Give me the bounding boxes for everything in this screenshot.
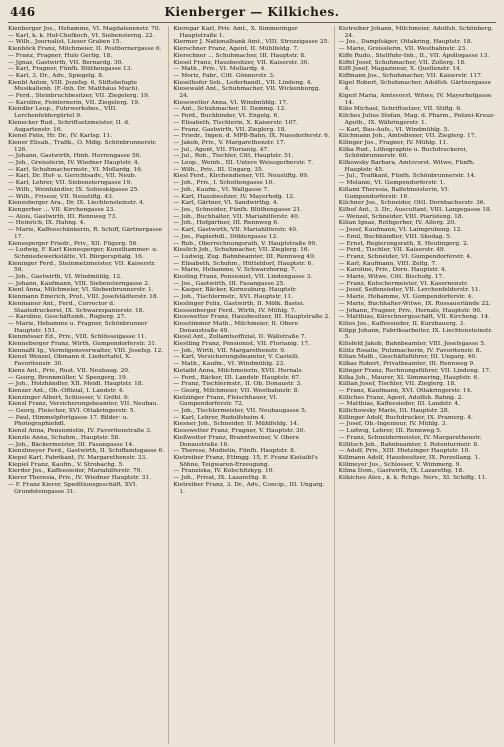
directory-entry: — Rob., Oberrechnungsrath, V. Hauptstraße 99. bbox=[173, 240, 318, 247]
directory-entry: — Heinrich, IX. Hahng. 4. bbox=[8, 220, 86, 227]
directory-entry: — Franz, Kutschermeister, VI. Kasernenstr. bbox=[338, 280, 469, 287]
directory-entry: — Ludwig, Lehrer, III. Rennweg 5. bbox=[338, 428, 442, 435]
directory-entry: — Wilh., Weinhändler, IX. Sobieskigasse 25. bbox=[8, 186, 140, 193]
directory-entry: — Elisabeth, Tischlerin, X. Kaiserstr. 107. bbox=[173, 119, 298, 126]
directory-entry: — Karl, Schuhmachermstr., VI. Mollardg. 16. bbox=[8, 166, 143, 173]
directory-entry: — Jos., Dampfsäger, Ottakring, Hauptstr. 18. bbox=[338, 39, 473, 46]
directory-entry: Killmann Adolf, Hausbesitzer, IX. Porzellang. 1. bbox=[338, 455, 481, 461]
directory-entry: — Matthias, Kürschnergeschäft, VII. Kircheng. 14. bbox=[338, 314, 490, 321]
directory-entry: — Jos., Schneider, Fünfh. Blüthengasse 21. bbox=[173, 206, 302, 213]
directory-entry: Kietaibl Anna, Milchmeierin, XVII. Hernals. bbox=[173, 367, 304, 374]
directory-entry: — Joh., Buchhalter, VII. Mariahilferstr. 40. bbox=[173, 213, 300, 220]
directory-entry: Kienecker Rud., Schriftsetzmeister, II. d. Augartenstr. 16. bbox=[8, 119, 130, 133]
directory-entry: Kiesner Joh., Schneider, II. Mühlfeldg. 14. bbox=[173, 421, 299, 428]
directory-entry: — Marie, Hebamme, VI. Gumpendorferstr. 4. bbox=[338, 294, 474, 301]
directory-entry: Kienesperger Friedr., Priv., XII. Fügerg. 56. bbox=[8, 240, 139, 247]
directory-entry: — Marie, Hebamme u. Fragner, Schönbrunner Hauptstr. 151. bbox=[8, 320, 148, 334]
directory-entry: — Leop., Weinh., III. Untere Weissgerberstr. 7. bbox=[173, 160, 314, 167]
directory-entry: Kienl Anna, Milchmeier, VI. Siebenbrunnerstr. 1. bbox=[8, 287, 154, 294]
directory-entry: Kierer Theresia, Priv., IV. Wiedner Hauptstr. 31. bbox=[8, 475, 151, 482]
directory-entry: — Karl, Bau-Aufs., VI. Windmühlg. 5. bbox=[338, 126, 450, 133]
directory-entry: — Joh., Holzhändler, XII. Meidl. Hauptstr. 18. bbox=[8, 381, 144, 388]
directory-column-3 bbox=[339, 26, 496, 744]
directory-entry: — Franziska, IV. Kolschitzkyg. 10. bbox=[173, 468, 275, 475]
directory-entry: Kiendler Leop., Fuhrwerksbes., VIII. Lerchenfeldergürtel 9. bbox=[8, 106, 118, 120]
directory-columns bbox=[8, 26, 496, 744]
directory-entry: — Moriz, Fabr., Citt. Gönnerstr. 3. bbox=[173, 72, 275, 79]
directory-entry: — Joh., Gastwirth, VI. Windmühlg. 12. bbox=[8, 274, 123, 281]
page-number: 446 bbox=[10, 5, 36, 19]
directory-entry: Kienböck Franz, Milchmeier, II. Postbornergasse 6. bbox=[8, 46, 162, 53]
directory-entry: Kilhof Ant., 3. Dr., Auscultant, VIII. Langegasse 18. bbox=[338, 206, 492, 213]
directory-entry: — Jakob, Priv., V. Margarethenstr. 17. bbox=[173, 139, 286, 146]
directory-entry: Kienmaner Ant., Ferd., Corrector d. Staatsdruckerei, IX. Schwarzspanierstr. 18. bbox=[8, 300, 145, 314]
directory-entry: — Math., Kaufm., VI. Windmühlg. 23. bbox=[173, 361, 286, 368]
running-head: Kienberger — Kilkiches. bbox=[164, 5, 340, 19]
directory-entry: Kierder Jos., Kaffeesieder, Mariahilferstr. 79. bbox=[8, 468, 143, 475]
directory-entry: Kilchner Jos., Schneider, Ottl. Dornbacherstr. 36. bbox=[338, 200, 486, 207]
directory-entry: Kienberger Jos., Hebamme, VI. Magdalenenstr. 70. bbox=[8, 26, 161, 32]
directory-entry: — Joh., Bäckermeister, III. Fasangasse 14. bbox=[8, 441, 135, 448]
directory-entry: — Josef, Ob.-Ingenieur, IV. Mühlg. 3. bbox=[338, 421, 448, 428]
directory-entry: Killmeyer Jos., Schlosser, V. Wimmerg. 9. bbox=[338, 461, 462, 468]
directory-entry: — Emil, Buchhändler, VIII. Skodag. 5. bbox=[338, 233, 452, 240]
directory-entry: Kietzinger Franz, Fleischhauer, VI. Gumpendorferstr. 72. bbox=[173, 394, 278, 408]
directory-entry: Kilitz Rosalie, Putzmacherin, IV. Favoritenstr. 8. bbox=[338, 347, 482, 354]
directory-entry: Kießwetter Franz, Branntweiner, V. Obere Donaustraße 16. bbox=[173, 434, 300, 448]
directory-entry: Kiesswetter Franz, Fragner, V. Hauptstr. 30. bbox=[173, 428, 306, 435]
directory-entry: — Joh., Tischlermstr., XVI. Hauptstr. 11. bbox=[173, 294, 294, 301]
directory-entry: Kieregar Karl, Priv. Amt., X. Simmeringer Hauptstraße 1. bbox=[173, 26, 298, 39]
directory-entry: — Ferd., Steinbruchbesitzer, VII. Ziegelerg. 19. bbox=[8, 93, 150, 100]
directory-entry: — Wenzel, Schneider, VIII. Piaristeng. 18. bbox=[338, 213, 464, 220]
directory-entry: — Therese, Modistin, Fünfh. Hauptstr. 8. bbox=[173, 448, 296, 455]
directory-entry: — Ferd., Buchbinder, VI. Engelg. 6. bbox=[173, 113, 280, 120]
directory-entry: Kilches Julius Stefan, Mag. d. Pharm., Polizei-Kreuz-Apoth., IX. Währingerstr. 1. bbox=[338, 113, 495, 126]
directory-entry: — Marie, Witwe, Citt. Bischofg. 17. bbox=[338, 274, 445, 281]
directory-entry: — Marie, Kaffeeschänkerin, R. Schiff, Gärtnergasse 17. bbox=[8, 227, 163, 240]
directory-entry: — Adolf, Priv., XIII. Hietzinger Hauptstr. 10. bbox=[338, 448, 471, 455]
directory-entry: Kienel Felix, Hr. Dr., IV. Karlsg. 11. bbox=[8, 133, 113, 140]
directory-entry: Killichowsky Marie, III. Hauptstr. 28. bbox=[338, 408, 450, 415]
directory-entry: Kilchmann Joh., Amtsdiener, VII. Zieglerg. 17. bbox=[338, 133, 477, 140]
directory-entry: Killami Theresia, Balletmeisterin, VI. Gumpendorferstr. 16. bbox=[338, 186, 450, 200]
directory-entry: — Karl, Kaufmann, VIII. Zeltg. 7. bbox=[338, 260, 438, 267]
directory-entry: Kiepel Karl, Fabrikant, IV. Margarethenstr. 33. bbox=[8, 455, 148, 461]
directory-entry: — Joh., Priv., I. Schottengasse 10. bbox=[173, 180, 275, 187]
directory-entry: — Wilh., Journalist, Lieser Graben 15. bbox=[8, 39, 122, 46]
directory-entry: Kienmösser Ed., Priv., VIII. Schlösselgasse 11. bbox=[8, 334, 147, 341]
directory-entry: Kienzinger Albert, Schlosser, V. Gröbl. 6. bbox=[8, 394, 130, 401]
directory-entry: Killiches Franz, Agent, Adolfsh. Bahng. 2. bbox=[338, 394, 464, 401]
directory-entry: Kienzle Anna, Schuhm., Hauptstr. 58. bbox=[8, 434, 121, 441]
directory-entry: — Franz, Kaufmann, XVI. Ottakringerstr. 14. bbox=[338, 387, 473, 394]
directory-entry: — Paul, Himmelpfortgasse 17. Bilder- u. Photographiehdl. bbox=[8, 414, 129, 428]
directory-entry: Kiesling Franz, Pensionist, VII. Lindengasse 3. bbox=[173, 274, 313, 281]
directory-entry: Kiermer J. Nationalbank Amt., VIII. Strozzigasse 25. bbox=[173, 39, 330, 46]
directory-entry: — Marie, Hebamme, V. Schwarzhorng. 7. bbox=[173, 267, 297, 274]
directory-entry: Kieselhofer Seb., Lederhandl., VII. Lindeng. 4. bbox=[173, 79, 313, 86]
directory-entry: Kienzl Franz, Versicherungsbeamter, VII. Neubau. bbox=[8, 401, 159, 408]
directory-entry: — Franz, Gastwirth, VII. Zieglerg. 18. bbox=[173, 126, 287, 133]
directory-entry: Kieninger Ferd., Steinmetzmeister, VII. Kaiserstr. 59. bbox=[8, 260, 156, 274]
directory-entry: — Georg, Fleischer, XVI. Ottakringerstr. 5. bbox=[8, 408, 136, 415]
directory-entry: Kilisfeld Jakob, Bahnbeamter, VIII. Josefsgasse 5. bbox=[338, 341, 486, 348]
directory-entry: — Franz, Tischlermstr., II. Ob. Donaustr. 3. bbox=[173, 381, 303, 388]
directory-entry: Kietreiber Johann, Milchmeier, Adolfsh. Schönberg. 24. bbox=[338, 26, 494, 39]
directory-entry: Killian Josef, Tischler, VII. Zieglerg. 18. bbox=[338, 381, 457, 388]
directory-entry: Kieslinger Felix, Gastwirth, II. Mölk. Bastei. bbox=[173, 300, 305, 307]
directory-entry: Kiessl Ant., Zollamtsoffizial, II. Wallstraße 7. bbox=[173, 334, 307, 341]
directory-entry: Kiengerber ... VII. Kirchengasse 23. bbox=[8, 206, 116, 213]
directory-entry: Kiesewald Ant., Schuhmacher, VII. Wickenburgg. 24. bbox=[173, 86, 321, 100]
directory-entry: — Wilh., Friseur, VII. Neustiftg. 43. bbox=[8, 193, 114, 200]
directory-entry: Kiffmann Jos., Schuhmacher, VII. Kaiserstr. 117. bbox=[338, 72, 483, 79]
directory-entry: — Ludwig, F. Karl Kienesperger, Kunsthammer- u. Schmiedewerkstätte, VI. Bürgerspitalg. 16. bbox=[8, 247, 158, 260]
directory-entry: — Ernst, Regierungsrath, X. Heutingerg. 2. bbox=[338, 240, 469, 247]
directory-entry: — Karl, Dr. Hof- u. Gerichtsadv., VII. Neub. bbox=[8, 173, 137, 180]
directory-entry: — Franz, Schneidermeister, IV. Margarethenstr. bbox=[338, 434, 482, 441]
directory-entry: — Ferd., Tischler, VII. Kaiserstr. 49. bbox=[338, 247, 446, 254]
directory-entry: Kienmann Emerich, Prof., VIII. Josefstädterstr. 18. bbox=[8, 294, 159, 301]
directory-entry: — Johann, Gastwirth, Hmb. Herrengasse 50. bbox=[8, 153, 142, 160]
directory-entry: Kiessenberger Ferd., Wirth, IV. Mühlg. 7. bbox=[173, 307, 297, 314]
directory-entry: — Johann, Kaufmann, VIII. Siebensterngasse 2. bbox=[8, 280, 150, 287]
directory-entry: — Joh., Hofgärtner, III. Rennweg 6. bbox=[173, 220, 279, 227]
directory-entry: — Karl, Hausbesitzer, IV. Mayerhofg. 12. bbox=[173, 193, 295, 200]
directory-entry: — Jos., Papierhdl., Döblergasse 12. bbox=[173, 233, 279, 240]
directory-entry: Kilka Rud., Lithographie u. Buchdruckerei, Schönbrunnerstr. 60. bbox=[338, 146, 468, 160]
directory-entry: Kiesel Franz, Hausbesitzer, VII. Kaiserstr. 30. bbox=[173, 59, 310, 66]
directory-entry: Kienbl Anton, VIII. Jozefsg. 6, Stiftsbefugte Musikalienh. (F.-Inh. Dr. Matthäus Much). bbox=[8, 79, 140, 93]
directory-entry: Kietreiber Franz, 3. Dr., Adv., Concip., III. Ungarg. 1. bbox=[173, 481, 325, 495]
directory-entry: Kiener Elisab., Trafik., O. Mdlg. Schönbrunnerstr. 126. bbox=[8, 139, 157, 153]
directory-entry: Kierschner Franz, Agent, II. Mühlfeldg. 7. bbox=[173, 46, 299, 53]
directory-entry: Kiko Michael, Schriftsetzer, VII. Stiftg. 6. bbox=[338, 106, 462, 113]
directory-entry: Kilipp Johann, Fabriksarbeiter, IX. Liechtensteinstr. 5. bbox=[338, 327, 493, 341]
directory-entry: — Karl, Fragner, Fünfh. Blüthengasse 13. bbox=[8, 66, 133, 73]
directory-entry: — Josef, Kaufmann, VI. Laimgrubeng. 12. bbox=[338, 227, 463, 234]
directory-entry: Kilkiches Alex., k. k. Rchgs. Nerv., XI. Schiffg. 11. bbox=[338, 475, 488, 482]
directory-entry: — Franz, Schneider, VI. Gumpendorferstr. 4. bbox=[338, 253, 472, 260]
directory-entry: Kilian Ignaz, Rothgerber, IV. Allerg. 20. bbox=[338, 220, 457, 227]
directory-entry: — Kasper, Bäcker, Korneuburg, Hauptstr. bbox=[173, 287, 297, 294]
directory-entry: Kiesswetter Franz, Hausbesitzer, III. Hauptstraße 2. bbox=[173, 314, 331, 321]
directory-entry: — Karl, Lehrer, Rudolfsheim 4. bbox=[173, 414, 266, 421]
directory-entry: Kiennaßt Ig., Vermögensverwalter, VIII. Josefsg. 12. bbox=[8, 347, 164, 354]
directory-entry: — Jos., Gastwirth, III. Fasangasse 25. bbox=[173, 280, 286, 287]
directory-entry: — Math., Priv., VI. Mollardg. 4. bbox=[173, 66, 267, 73]
directory-entry: Kienst Wenzel, Obmann d. Liedertafel, X. Favoritenstr. 30. bbox=[8, 354, 132, 368]
directory-entry: — Franz, Fragner, Hulo Gerlig. 18. bbox=[8, 52, 113, 59]
directory-entry: — Joh., Kaufm., VI. Wallgasse 7. bbox=[173, 186, 269, 193]
directory-entry: — Karl, Versicherungsbeamter, V. Castelli. bbox=[173, 354, 300, 361]
directory-entry: Kiffl Josef, Magazineur, X. Quellenstr. 14. bbox=[338, 66, 462, 73]
directory-entry: Kiestling Franz, Pensionist, VII. Florianig. 17. bbox=[173, 341, 310, 348]
directory-entry: Kigerl Maria, Amtsvorst. Witwe, IV. Mayerhofgasse 14. bbox=[338, 93, 492, 106]
directory-entry: Kilinger Franz, Rechnungsführer, VII. Lindeng. 17. bbox=[338, 367, 491, 374]
directory-entry: Kienzer Ant., Ob.-Offizial, I. Landstr. 4. bbox=[8, 387, 125, 394]
directory-entry: — Friedr., Ingen. d. MPB-Bahn, IX. Nussdorferstr. 6. bbox=[173, 133, 330, 140]
page-header bbox=[8, 4, 496, 23]
directory-entry: — Marie, Buchhalter-Witwe, IX. Rossauerlände 22. bbox=[338, 300, 491, 307]
directory-entry: Kilkas Robert, Privatbeamter, III. Rennweg 9. bbox=[338, 361, 475, 368]
directory-entry: — F. Franz Kierer, Speditionsgeschäft, XVI. Grundsteingasse 31. bbox=[8, 481, 138, 495]
directory-entry: — Johann, Fragner, Priv., Hernals, Hauptstr. 90. bbox=[338, 307, 482, 314]
directory-entry: — Alois, Gastwirth, III. Rennweg 73. bbox=[8, 213, 118, 220]
directory-entry: Kienesberger Ara., Dr. IX. Liechtensteinstr. 4. bbox=[8, 200, 145, 207]
directory-entry: Kilies Jos., Kaffeesieder, II. Kurzbauerg. 3. bbox=[338, 320, 466, 327]
directory-entry: — Georg, Brennmüller, V. Spengerg. 19. bbox=[8, 374, 128, 381]
directory-entry: — Melanie, VI. Gumpendorferstr. 1. bbox=[338, 180, 446, 187]
directory-entry: — Jul., Trafikant, Fünfh. Schönbrunnerstr. 14. bbox=[338, 173, 477, 180]
directory-entry: Kieslich Joh., Schuhmacher, VII. Zieglerg. 16. bbox=[173, 247, 310, 254]
directory-entry: — Ludwig, Zug. Bahnbeamter, III. Rennweg 49. bbox=[173, 253, 316, 260]
directory-entry: Kietreiber Franz, Ettmgg. 15, F. Franz Kietaibl's Söhne, Teigwaren-Erzeugung. bbox=[173, 455, 318, 468]
directory-entry: — Matthias, Kaffeesieder, III. Landstr. 4. bbox=[338, 401, 460, 408]
directory-entry: Kiesewetter Anna, VI. Windmühlg. 17. bbox=[173, 99, 288, 106]
directory-column-1 bbox=[8, 26, 169, 744]
directory-entry: Kilian Math., Geschäftsführer, III. Ungarg. 40. bbox=[338, 354, 478, 361]
directory-entry: Kilma Dom., Gastwirth, IX. Lazarethg. 18. bbox=[338, 468, 465, 475]
directory-entry: — Wilh., Priv., III. Ungarg. 35. bbox=[173, 166, 264, 173]
directory-entry: — Jgnaz, Gastwirth, VII. Bernardg. 30. bbox=[8, 59, 124, 66]
directory-entry: Kigel Robert, Schuhmacher, Adolfsh. Gärtnergasse 4. bbox=[338, 79, 491, 93]
directory-entry: — Karl, Lehrer, VII. Siebensterngasse 19. bbox=[8, 180, 133, 187]
directory-entry: Kienzlmeyer Ferd., Gastwirth, II. Schiffamtsgasse 6. bbox=[8, 448, 165, 455]
directory-entry: — Karl, k. k. Hof-Chefkoch, VI. Siebensterng. 22. bbox=[8, 32, 155, 39]
directory-entry: — Josef, Seifensieder, VII. Lerchenfelderstr. 11. bbox=[338, 287, 481, 294]
directory-entry: Kienneberger Franz, Wirth, Gumpendorferstr. 31. bbox=[8, 341, 157, 348]
directory-entry: — Karoline, Priv., Dorn. Hauptstr. 4. bbox=[338, 267, 447, 274]
directory-entry: — Ant., Schuhmacher, II. Dammg. 12. bbox=[173, 106, 287, 113]
directory-entry: Kilinger Jos., Fragner, IV. Mühlg. 11. bbox=[338, 139, 449, 146]
directory-entry: — Karoline, Geschäftsinh., Roglerg. 27. bbox=[8, 314, 127, 321]
directory-entry: — Jul., Agent, VII. Florianig. 47. bbox=[173, 146, 270, 153]
directory-entry: Kiesstimmer Math., Milchmeier, II. Obere Donaustraße 49. bbox=[173, 320, 299, 334]
directory-entry: Kienz Ant., Priv., Rust. VII. Neubaug. 20. bbox=[8, 367, 130, 374]
directory-entry: Kierschner ... Schuhmacher, III. Hauptstr. 8. bbox=[173, 52, 307, 59]
directory-entry: — Elisabeth, Schuhm., Hütteldorf, Hauptstr. 6. bbox=[173, 260, 314, 267]
directory-entry: — Joh., Wirth, VII. Margarethenstr. 9. bbox=[173, 347, 286, 354]
directory-entry: — Joh., Tischlermeister, VII. Neubaugasse 5. bbox=[173, 408, 307, 415]
directory-entry: — Karl, Gastwirth, VII. Mariahilferstr. 40. bbox=[173, 227, 298, 234]
directory-entry: — Karl, 3. Dr., Adv., Spiegelg. 8. bbox=[8, 72, 104, 79]
directory-entry: Kiepiel Franz, Kaufm., V. Strobachg. 5. bbox=[8, 461, 125, 468]
directory-entry: Kilka Joh., Maurer, XI. Simmering, Hauptstr. 6. bbox=[338, 374, 480, 381]
directory-entry: Kiffel Josef, Schuhmacher, VII. Zollerg. 18. bbox=[338, 59, 467, 66]
directory-entry: — Georg, Milchmeier, VII. Westbahnstr. 8. bbox=[173, 387, 300, 394]
directory-entry: — Ferd., Bäcker, III. Landstr. Hauptstr. 67. bbox=[173, 374, 301, 381]
directory-entry: Kilkowsky Barbara, Amtsvorst. Witwe, Fünfh. Hauptstr. 45. bbox=[338, 160, 475, 173]
directory-entry: Kienzl Anna, Pensionistin, IV. Favoritenstraße 3. bbox=[8, 428, 152, 435]
directory-entry: Killinger Adolf, Buchdrucker, IX. Pramerg. 4. bbox=[338, 414, 473, 421]
directory-entry: — Joh., Privat, IX. Lazarethg. 8. bbox=[173, 475, 268, 482]
directory-entry: — Marie, Greisslerin, VII. Westbahnstr. 23. bbox=[338, 46, 468, 53]
directory-entry: — Jul., Rob., Tischler, Citt. Hauptstr. 51. bbox=[173, 153, 294, 160]
directory-entry: Kiesl Ferd., Kirchendiener, VII. Neustiftg. 69. bbox=[173, 173, 309, 180]
directory-entry: — Joh., Greisslerin, IV. Wiedner Hauptstr. 4. bbox=[8, 160, 140, 167]
directory-entry: — Karl, Gärtner, VI. Sandwirthg. 4. bbox=[173, 200, 279, 207]
directory-entry: Kiffe Rudo., Stellfuhr-Inh., II., VII. Apollogasse 13. bbox=[338, 52, 490, 59]
directory-column-2 bbox=[173, 26, 334, 744]
directory-entry: — Karoline, Feinlernerin, VII. Ziegelerg. 19. bbox=[8, 99, 140, 106]
directory-entry: Killitsch Joh., Bahnbeamter, I. Rotenturmstr. 8. bbox=[338, 441, 480, 448]
